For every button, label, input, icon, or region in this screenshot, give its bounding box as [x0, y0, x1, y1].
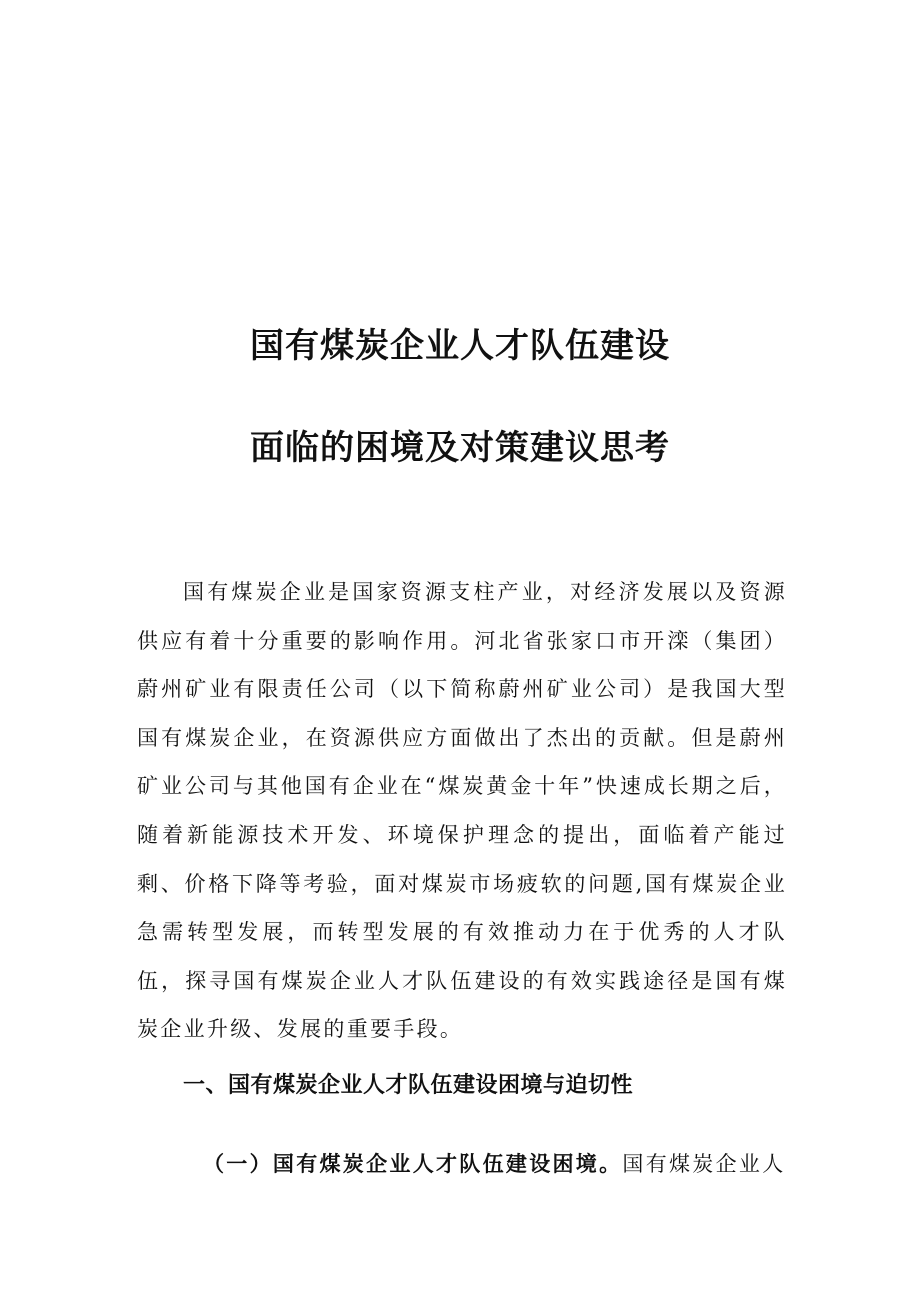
document-title-line-1: 国有煤炭企业人才队伍建设 — [250, 326, 670, 366]
subsection-1 — [203, 1148, 786, 1178]
subsection-1-text: 国有煤炭企业人 — [622, 1152, 786, 1176]
document-title-line-2: 面临的困境及对策建议思考 — [250, 428, 670, 468]
section-heading-1: 一、国有煤炭企业人才队伍建设困境与迫切性 — [183, 1073, 634, 1098]
subsection-1-heading: （一）国有煤炭企业人才队伍建设困境。 — [203, 1151, 623, 1176]
intro-paragraph: 国有煤炭企业是国家资源支柱产业，对经济发展以及资源供应有着十分重要的影响作用。河北省张家口市开滦（集团）蔚州矿业有限责任公司（以下简称蔚州矿业公司）是我国大型国有煤炭企业，在资源供应方面做出了杰出的贡献。但是蔚州矿业公司与其他国有企业在“煤炭黄金十年”快速成长期之后，随着新能源技术开发、环境保护理念的提出，面临着产能过剩、价格下降等考验，面对煤炭市场疲软的问题,国有煤炭企业急需转型发展，而转型发展的有效推动力在于优秀的人才队伍，探寻国有煤炭企业人才队伍建设的有效实践途径是国有煤炭企业升级、发展的重要手段。 — [137, 580, 787, 1042]
